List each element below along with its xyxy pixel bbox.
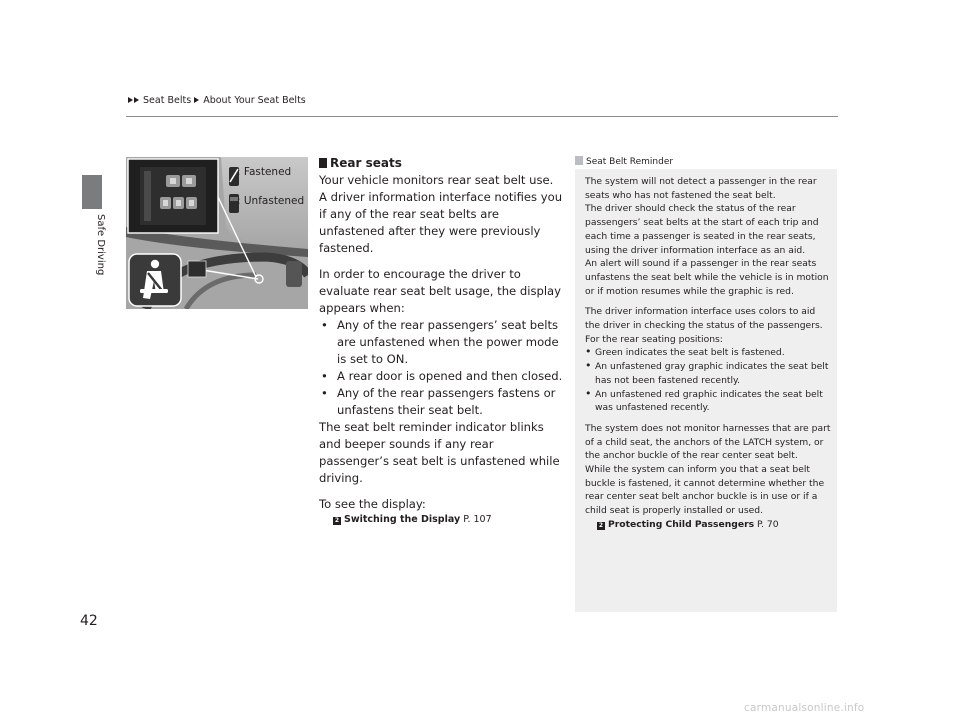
list-item: • A rear door is opened and then closed. (319, 368, 564, 385)
reference-arrow-icon: 2 (598, 521, 604, 529)
condition-list (319, 317, 564, 419)
list-item: • An unfastened red graphic indicates the seat belt was unfastened recently. (585, 388, 833, 415)
sidebar-paragraph: While the system can inform you that a seat belt buckle is fastened, it cannot determine whether the rear center seat belt anchor buckle is in use or if a child seat is properly installed or used. (585, 464, 825, 517)
paragraph: Your vehicle monitors rear seat belt use. (319, 173, 554, 187)
sidebar-color-list (585, 346, 833, 415)
sidebar-paragraph: The driver should check the status of the rear passengers’ seat belts at the start of each trip and each time a passenger is seated in the rear seats, using the driver information interface as an aid. (585, 203, 819, 256)
header-rule (126, 116, 838, 117)
breadcrumb-item-about[interactable]: About Your Seat Belts (203, 95, 306, 106)
sidebar-paragraph: The system does not monitor harnesses that are part of a child seat, the anchors of the LATCH system, or the anchor buckle of the rear center seat belt. (585, 422, 831, 462)
breadcrumb-arrow-icon (134, 97, 139, 103)
gauge-bar (144, 171, 151, 221)
air-vent (286, 261, 302, 287)
list-item: • Green indicates the seat belt is fastened. (585, 346, 833, 360)
section-tab-label: Safe Driving (95, 214, 106, 276)
dashboard-illustration (126, 157, 308, 309)
fastened-label: : Fastened (237, 166, 292, 178)
sidebar-header: Seat Belt Reminder (575, 155, 837, 169)
list-item: • An unfastened gray graphic indicates the seat belt has not been fastened recently. (585, 360, 833, 387)
cross-reference-switching-display[interactable]: 2 Switching the Display P. 107 (334, 514, 492, 525)
paragraph: In order to encourage the driver to evaluate rear seat belt usage, the display appears when: (319, 267, 562, 315)
sidebar-paragraph: An alert will sound if a passenger in the rear seats unfastens the seat belt while the vehicle is in motion or if motion resumes while the graphic is red. (585, 258, 829, 297)
reference-arrow-icon: 2 (334, 517, 340, 524)
breadcrumb (128, 95, 306, 106)
sidebar-paragraph: The system will not detect a passenger in the rear seats who has not fastened the seat belt. (585, 176, 817, 201)
page-number: 42 (80, 613, 98, 629)
paragraph: A driver information interface notifies you if any of the rear seat belts are unfastened after they were previously fastened. (319, 190, 563, 255)
section-heading: Rear seats (319, 155, 564, 172)
heading-marker-icon (319, 158, 327, 168)
seat-belt-reminder-sidebar (575, 155, 837, 612)
indicator-lamp (188, 261, 206, 277)
breadcrumb-separator-icon (194, 97, 199, 103)
main-content (319, 155, 564, 527)
sidebar-body (585, 175, 833, 532)
paragraph: To see the display: (319, 497, 426, 511)
list-item: • Any of the rear passengers’ seat belts are unfastened when the power mode is set to ON. (319, 317, 564, 368)
breadcrumb-arrow-icon (128, 97, 133, 103)
sidebar-paragraph: The driver information interface uses colors to aid the driver in checking the status of the passengers. (585, 306, 823, 332)
list-item: • Any of the rear passengers fastens or unfastens their seat belt. (319, 385, 564, 419)
rear-seat-belt-display-figure (126, 157, 308, 309)
note-marker-icon (575, 156, 583, 165)
breadcrumb-item-seat-belts[interactable]: Seat Belts (143, 95, 192, 106)
watermark: carmanualsonline.info (744, 702, 865, 714)
unfastened-label: : Unfastened (237, 195, 305, 207)
paragraph: The seat belt reminder indicator blinks and beeper sounds if any rear passenger’s seat belt is unfastened while driving. (319, 420, 560, 485)
sidebar-paragraph: For the rear seating positions: (585, 333, 723, 345)
cross-reference-child-passengers[interactable]: 2 Protecting Child Passengers P. 70 (598, 518, 779, 530)
section-tab (82, 175, 102, 209)
